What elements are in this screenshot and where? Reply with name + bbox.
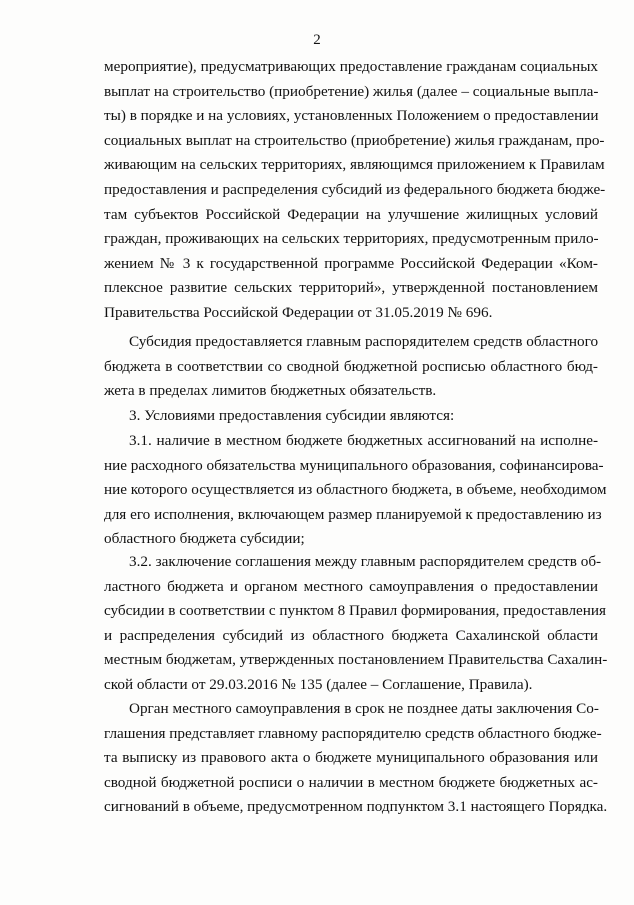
text-line: граждан, проживающих на сельских территориях, предусмотренным прило- <box>104 230 599 248</box>
paragraph-local-authority <box>104 697 608 820</box>
text-line: выплат на строительство (приобретение) жилья (далее – социальные выпла- <box>104 82 599 100</box>
text-line: та выписку из правового акта о бюджете муниципального образования или <box>104 749 598 767</box>
text-line: там субъектов Российской Федерации на улучшение жилищных условий <box>104 205 598 223</box>
text-line: предоставления и распределения субсидий из федерального бюджета бюдже- <box>104 180 606 198</box>
page-number: 2 <box>313 32 321 48</box>
text-line: Орган местного самоуправления в срок не позднее даты заключения Со- <box>129 700 599 717</box>
paragraph-social-payments <box>104 55 606 326</box>
text-line: жета в пределах лимитов бюджетных обязательств. <box>104 382 437 400</box>
text-line: местным бюджетам, утвержденных постановлением Правительства Сахалин- <box>104 651 608 669</box>
text-line: 3.1. наличие в местном бюджете бюджетных ассигнований на исполне- <box>129 432 598 449</box>
text-line: социальных выплат на строительство (приобретение) жилья гражданам, про- <box>104 131 605 149</box>
text-line: 3. Условиями предоставления субсидии являются: <box>129 407 455 424</box>
text-line: Правительства Российской Федерации от 31.05.2019 № 696. <box>104 303 493 321</box>
text-line: и распределения субсидий из областного бюджета Сахалинской области <box>104 626 598 644</box>
paragraph-subsidy-provision <box>104 330 598 404</box>
text-line: жением № 3 к государственной программе Российской Федерации «Ком- <box>104 254 598 272</box>
text-line: сводной бюджетной росписи о наличии в местном бюджете бюджетных ас- <box>104 773 598 791</box>
text-line: ской области от 29.03.2016 № 135 (далее – Соглашение, Правила). <box>104 675 533 693</box>
text-line: областного бюджета субсидии; <box>104 530 305 548</box>
text-line: Субсидия предоставляется главным распорядителем средств областного <box>129 333 599 350</box>
text-line: плексное развитие сельских территорий», утвержденной постановлением <box>104 279 598 297</box>
text-line: для его исполнения, включающем размер планируемой к предоставлению из <box>104 505 602 523</box>
text-line: сигнований в объеме, предусмотренном подпунктом 3.1 настоящего Порядка. <box>104 798 608 816</box>
paragraph-condition-3-1 <box>104 429 607 552</box>
text-line: мероприятие), предусматривающих предоставление гражданам социальных <box>104 58 598 75</box>
text-line: глашения представляет главному распорядителю средств областного бюдже- <box>104 724 602 742</box>
text-line: субсидии в соответствии с пунктом 8 Правил формирования, предоставления <box>104 602 607 620</box>
text-line: ние которого осуществляется из областного бюджета, в объеме, необходимом <box>104 481 607 499</box>
text-line: ты) в порядке и на условиях, установленных Положением о предоставлении <box>104 107 599 125</box>
paragraph-condition-3-2 <box>104 550 608 698</box>
text-line: ластного бюджета и органом местного самоуправления о предоставлении <box>104 577 598 595</box>
text-line: 3.2. заключение соглашения между главным распорядителем средств об- <box>129 553 602 570</box>
text-line: ние расходного обязательства муниципального образования, софинансирова- <box>104 456 604 474</box>
paragraph-conditions-heading <box>104 404 598 429</box>
text-line: живающим на сельских территориях, являющимся приложением к Правилам <box>104 156 605 174</box>
text-line: бюджета в соответствии со сводной бюджетной росписью областного бюд- <box>104 357 598 375</box>
